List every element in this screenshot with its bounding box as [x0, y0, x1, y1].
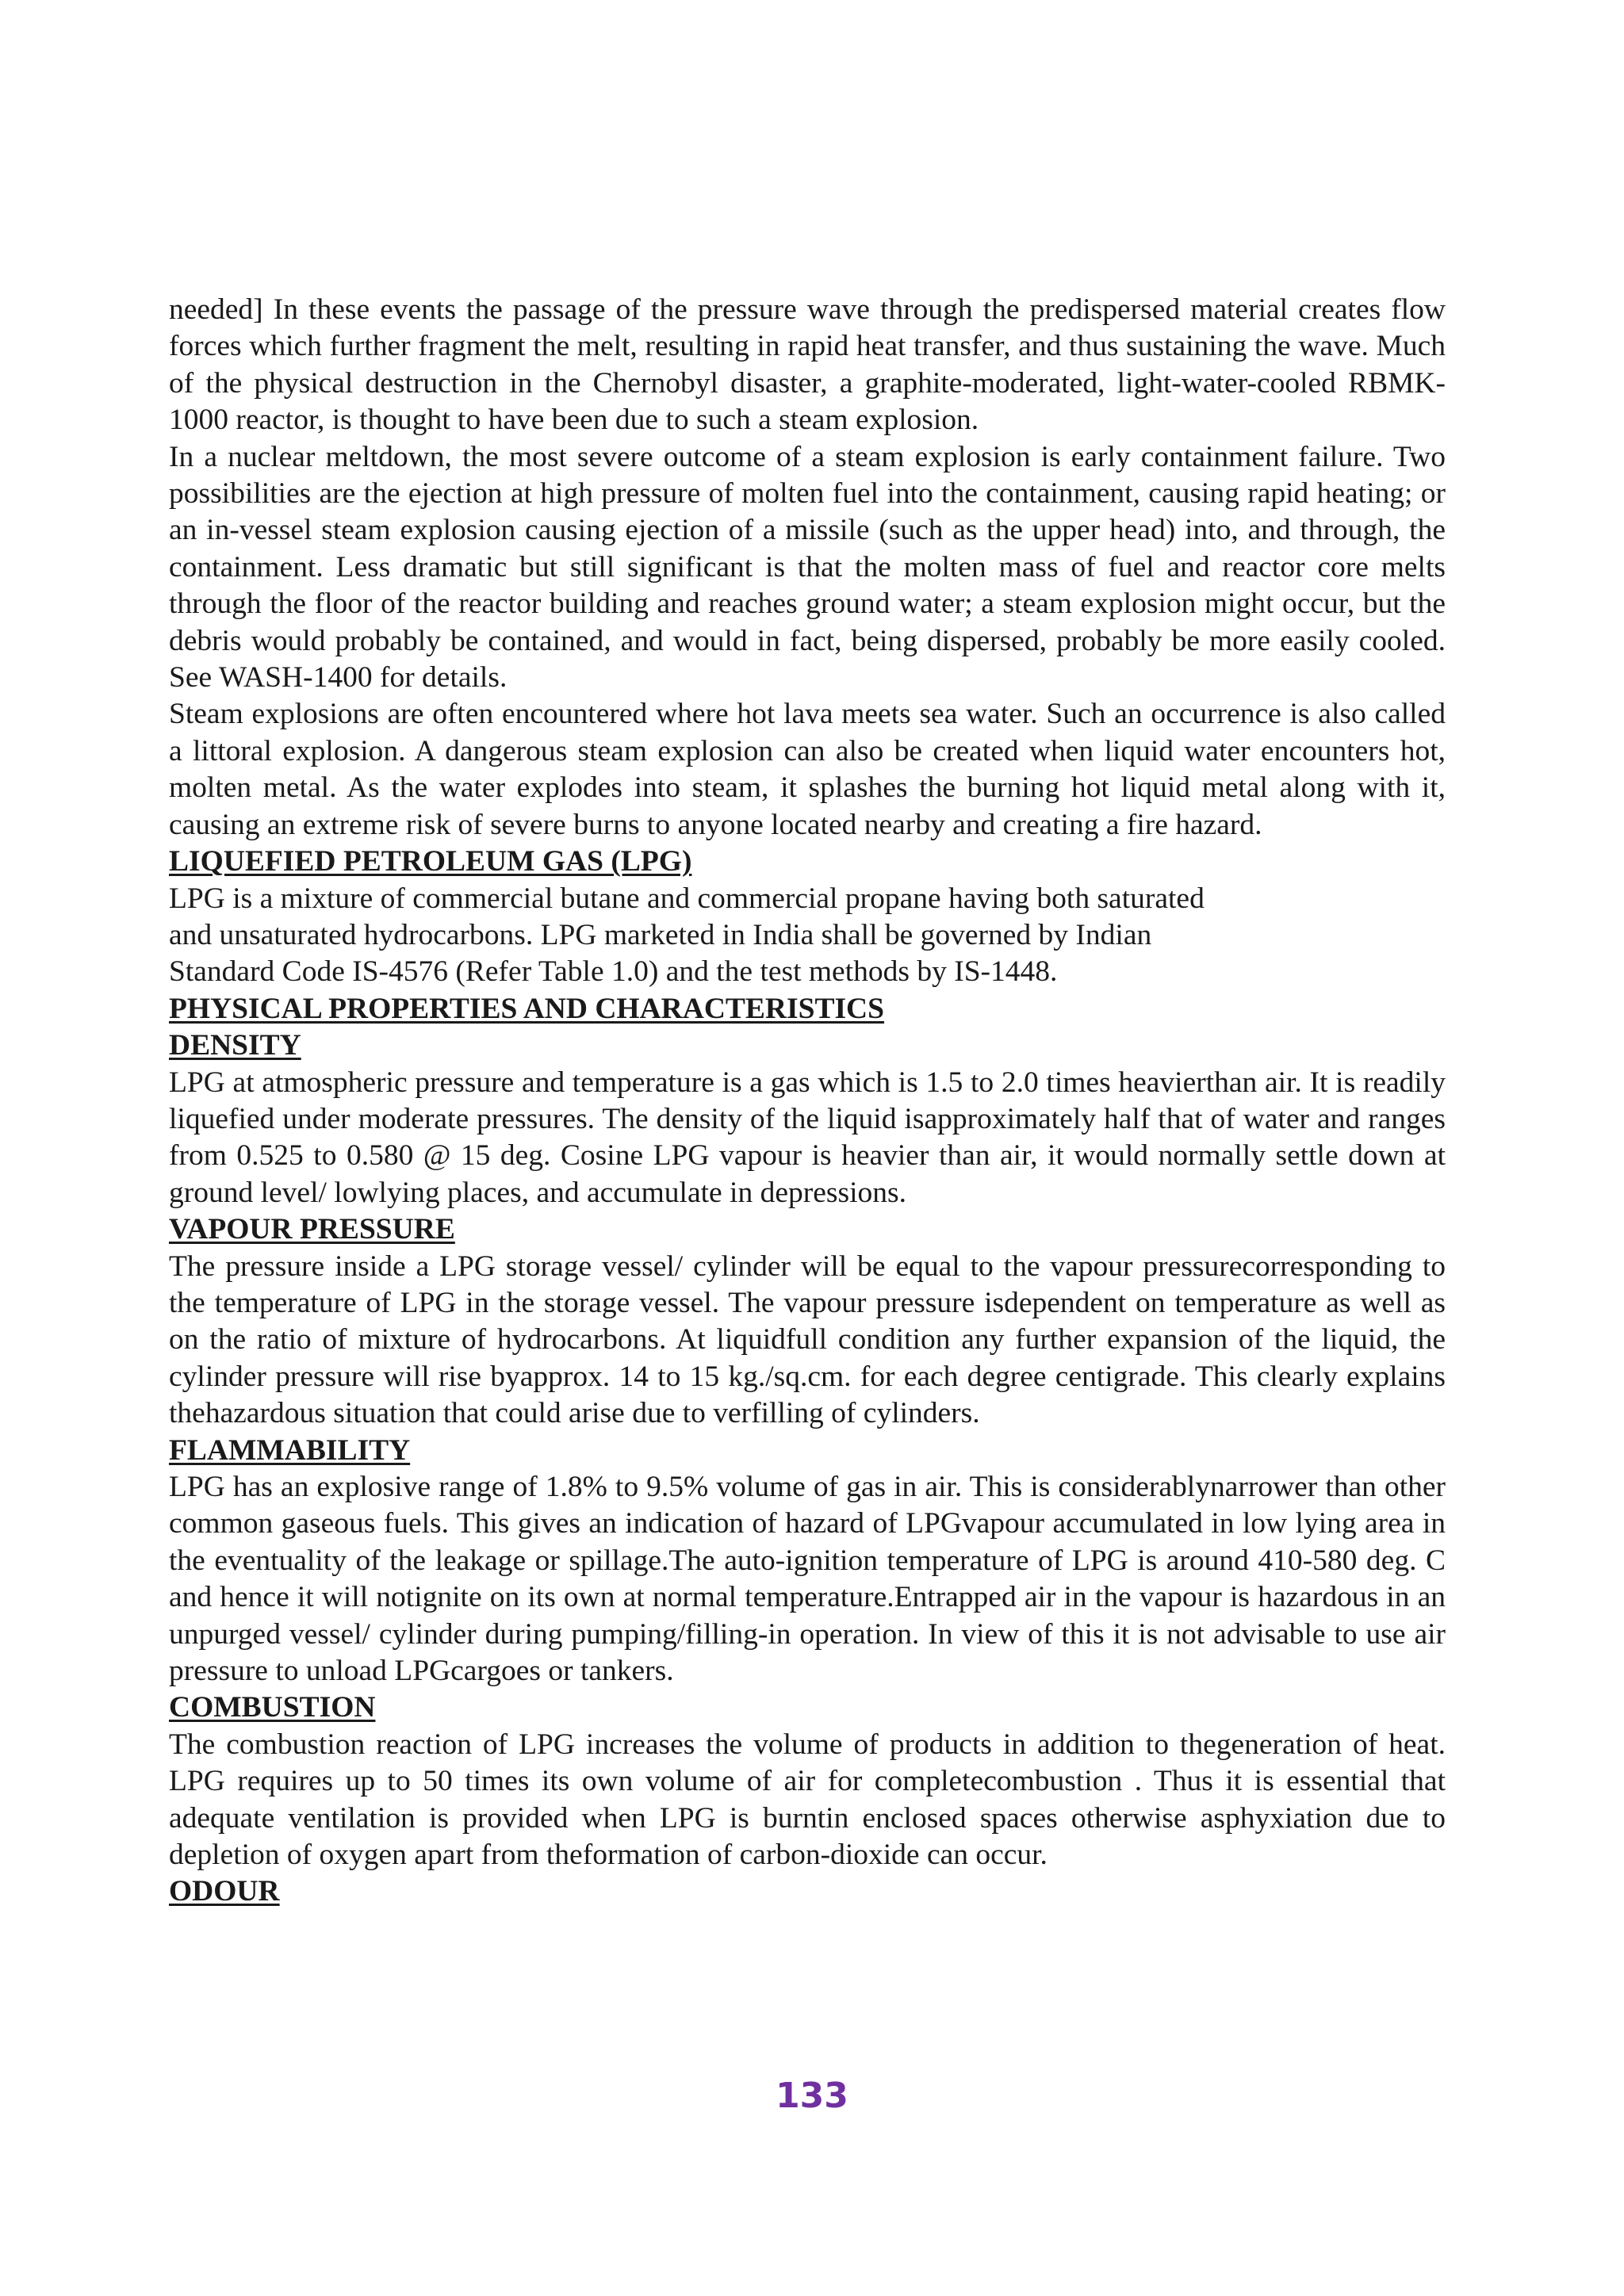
combustion-paragraph: The combustion reaction of LPG increases the volume of products in addition to thegeneration of heat. LPG requires up to 50 times its own volume of air for completecombustion . Thus it is essential that adequate ventilation is provided when LPG is burntin enclosed spaces otherwise asphyxiation due to depletion of oxygen apart from theformation of carbon-dioxide can occur.: [169, 1728, 1446, 1872]
vapour-pressure-heading: VAPOUR PRESSURE: [169, 1213, 455, 1246]
document-body: [169, 292, 1446, 1911]
lpg-heading: LIQUEFIED PETROLEUM GAS (LPG): [169, 845, 692, 878]
combustion-heading: COMBUSTION: [169, 1691, 376, 1724]
density-paragraph: LPG at atmospheric pressure and temperature is a gas which is 1.5 to 2.0 times heavierthan air. It is readily liquefied under moderate pressures. The density of the liquid isapproximately half that of water and ranges from 0.525 to 0.580 @ 15 deg. Cosine LPG vapour is heavier than air, it would normally settle down at ground level/ lowlying places, and accumulate in depressions.: [169, 1066, 1446, 1209]
lpg-line-3: Standard Code IS-4576 (Refer Table 1.0) and the test methods by IS-1448.: [169, 955, 1058, 989]
page-number: 133: [776, 2076, 848, 2116]
lpg-line-1: LPG is a mixture of commercial butane and commercial propane having both saturated: [169, 882, 1205, 915]
lpg-definition: [169, 881, 1446, 991]
flammability-paragraph: LPG has an explosive range of 1.8% to 9.5% volume of gas in air. This is considerablynarrower than other common gaseous fuels. This gives an indication of hazard of LPGvapour accumulated in low lying area in the eventuality of the leakage or spillage.The auto-ignition temperature of LPG is around 410-580 deg. C and hence it will notignite on its own at normal temperature.Entrapped air in the vapour is hazardous in an unpurged vessel/ cylinder during pumping/filling-in operation. In view of this it is not advisable to use air pressure to unload LPGcargoes or tankers.: [169, 1471, 1446, 1688]
density-heading: DENSITY: [169, 1029, 301, 1062]
vapour-pressure-paragraph: The pressure inside a LPG storage vessel/ cylinder will be equal to the vapour pressurecorresponding to the temperature of LPG in the storage vessel. The vapour pressure isdependent on temperature as well as on the ratio of mixture of hydrocarbons. At liquidfull condition any further expansion of the liquid, the cylinder pressure will rise byapprox. 14 to 15 kg./sq.cm. for each degree centigrade. This clearly explains thehazardous situation that could arise due to verfilling of cylinders.: [169, 1249, 1446, 1430]
odour-heading: ODOUR: [169, 1875, 280, 1908]
intro-paragraph-1: needed] In these events the passage of the pressure wave through the predispersed material creates flow forces which further fragment the melt, resulting in rapid heat transfer, and thus sustaining the wave. Much of the physical destruction in the Chernobyl disaster, a graphite-moderated, light-water-cooled RBMK-1000 reactor, is thought to have been due to such a steam explosion.: [169, 293, 1446, 437]
flammability-heading: FLAMMABILITY: [169, 1433, 411, 1467]
physical-properties-heading: PHYSICAL PROPERTIES AND CHARACTERISTICS: [169, 992, 884, 1025]
intro-paragraph-2: In a nuclear meltdown, the most severe outcome of a steam explosion is early containment failure. Two possibilities are the ejection at high pressure of molten fuel into the containment, causing rapid heating; or an in-vessel steam explosion causing ejection of a missile (such as the upper head) into, and through, the containment. Less dramatic but still significant is that the molten mass of fuel and reactor core melts through the floor of the reactor building and reaches ground water; a steam explosion might occur, but the debris would probably be contained, and would in fact, being dispersed, probably be more easily cooled. See WASH-1400 for details.: [169, 440, 1446, 695]
intro-paragraph-3: Steam explosions are often encountered where hot lava meets sea water. Such an occurrence is also called a littoral explosion. A dangerous steam explosion can also be created when liquid water encounters hot, molten metal. As the water explodes into steam, it splashes the burning hot liquid metal along with it, causing an extreme risk of severe burns to anyone located nearby and creating a fire hazard.: [169, 698, 1446, 841]
lpg-line-2: and unsaturated hydrocarbons. LPG marketed in India shall be governed by Indian: [169, 918, 1152, 951]
